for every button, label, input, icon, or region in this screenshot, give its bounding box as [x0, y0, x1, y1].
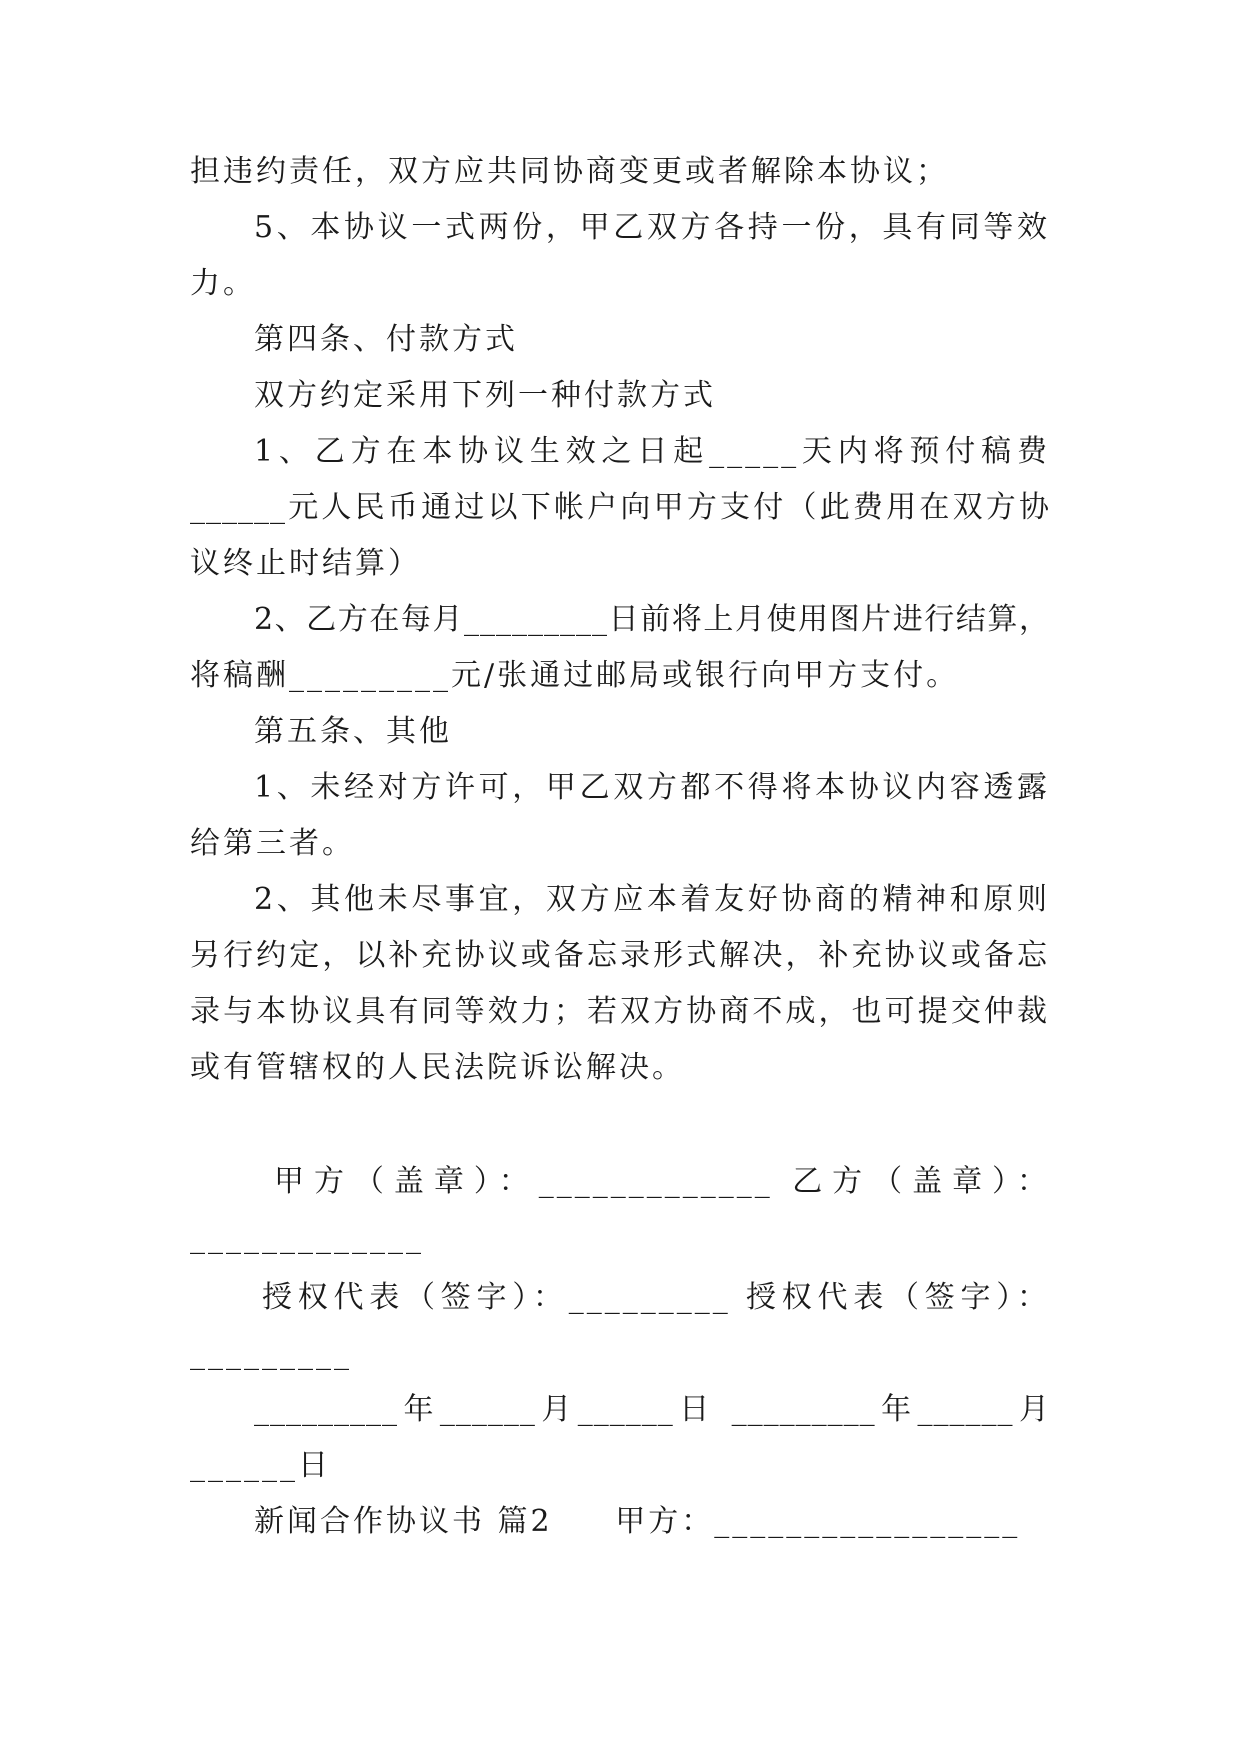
text-line: 议终止时结算） [190, 546, 421, 581]
representative-sign-blank: _________ [190, 1336, 352, 1371]
text-line: 5、本协议一式两份，甲乙双方各持一份，具有同等效 [254, 210, 1050, 245]
text-line: 另行约定，以补充协议或备忘录形式解决，补充协议或备忘 [190, 938, 1050, 973]
text-line: 1、乙方在本协议生效之日起_____天内将预付稿费 [254, 434, 1050, 469]
date-line-end: ______日 [190, 1448, 331, 1483]
text-line: 2、其他未尽事宜，双方应本着友好协商的精神和原则 [254, 882, 1050, 917]
text-line: 担违约责任，双方应共同协商变更或者解除本协议； [190, 154, 949, 189]
party-a-seal-line: 甲方（盖章）：_____________ 乙方（盖章）： [274, 1164, 1050, 1199]
party-b-seal-blank: _____________ [190, 1220, 424, 1255]
text-line: 双方约定采用下列一种付款方式 [254, 378, 716, 413]
text-line: 将稿酬_________元/张通过邮局或银行向甲方支付。 [190, 658, 960, 693]
representative-sign-line: 授权代表（签字）：_________ 授权代表（签字）： [262, 1280, 1050, 1315]
text-line: 给第三者。 [190, 826, 355, 861]
date-line: _________年______月______日 _________年______月 [254, 1392, 1050, 1427]
next-section-title: 新闻合作协议书 篇2 甲方：_________________ [254, 1504, 1021, 1539]
section-heading: 第五条、其他 [254, 714, 452, 749]
text-line: 或有管辖权的人民法院诉讼解决。 [190, 1050, 685, 1085]
text-line: 1、未经对方许可，甲乙双方都不得将本协议内容透露 [254, 770, 1050, 805]
text-line: 2、乙方在每月_________日前将上月使用图片进行结算， [254, 602, 1050, 637]
text-line: ______元人民币通过以下帐户向甲方支付（此费用在双方协 [190, 490, 1050, 525]
text-line: 录与本协议具有同等效力；若双方协商不成，也可提交仲裁 [190, 994, 1050, 1029]
section-heading: 第四条、付款方式 [254, 322, 518, 357]
text-line: 力。 [190, 266, 256, 301]
